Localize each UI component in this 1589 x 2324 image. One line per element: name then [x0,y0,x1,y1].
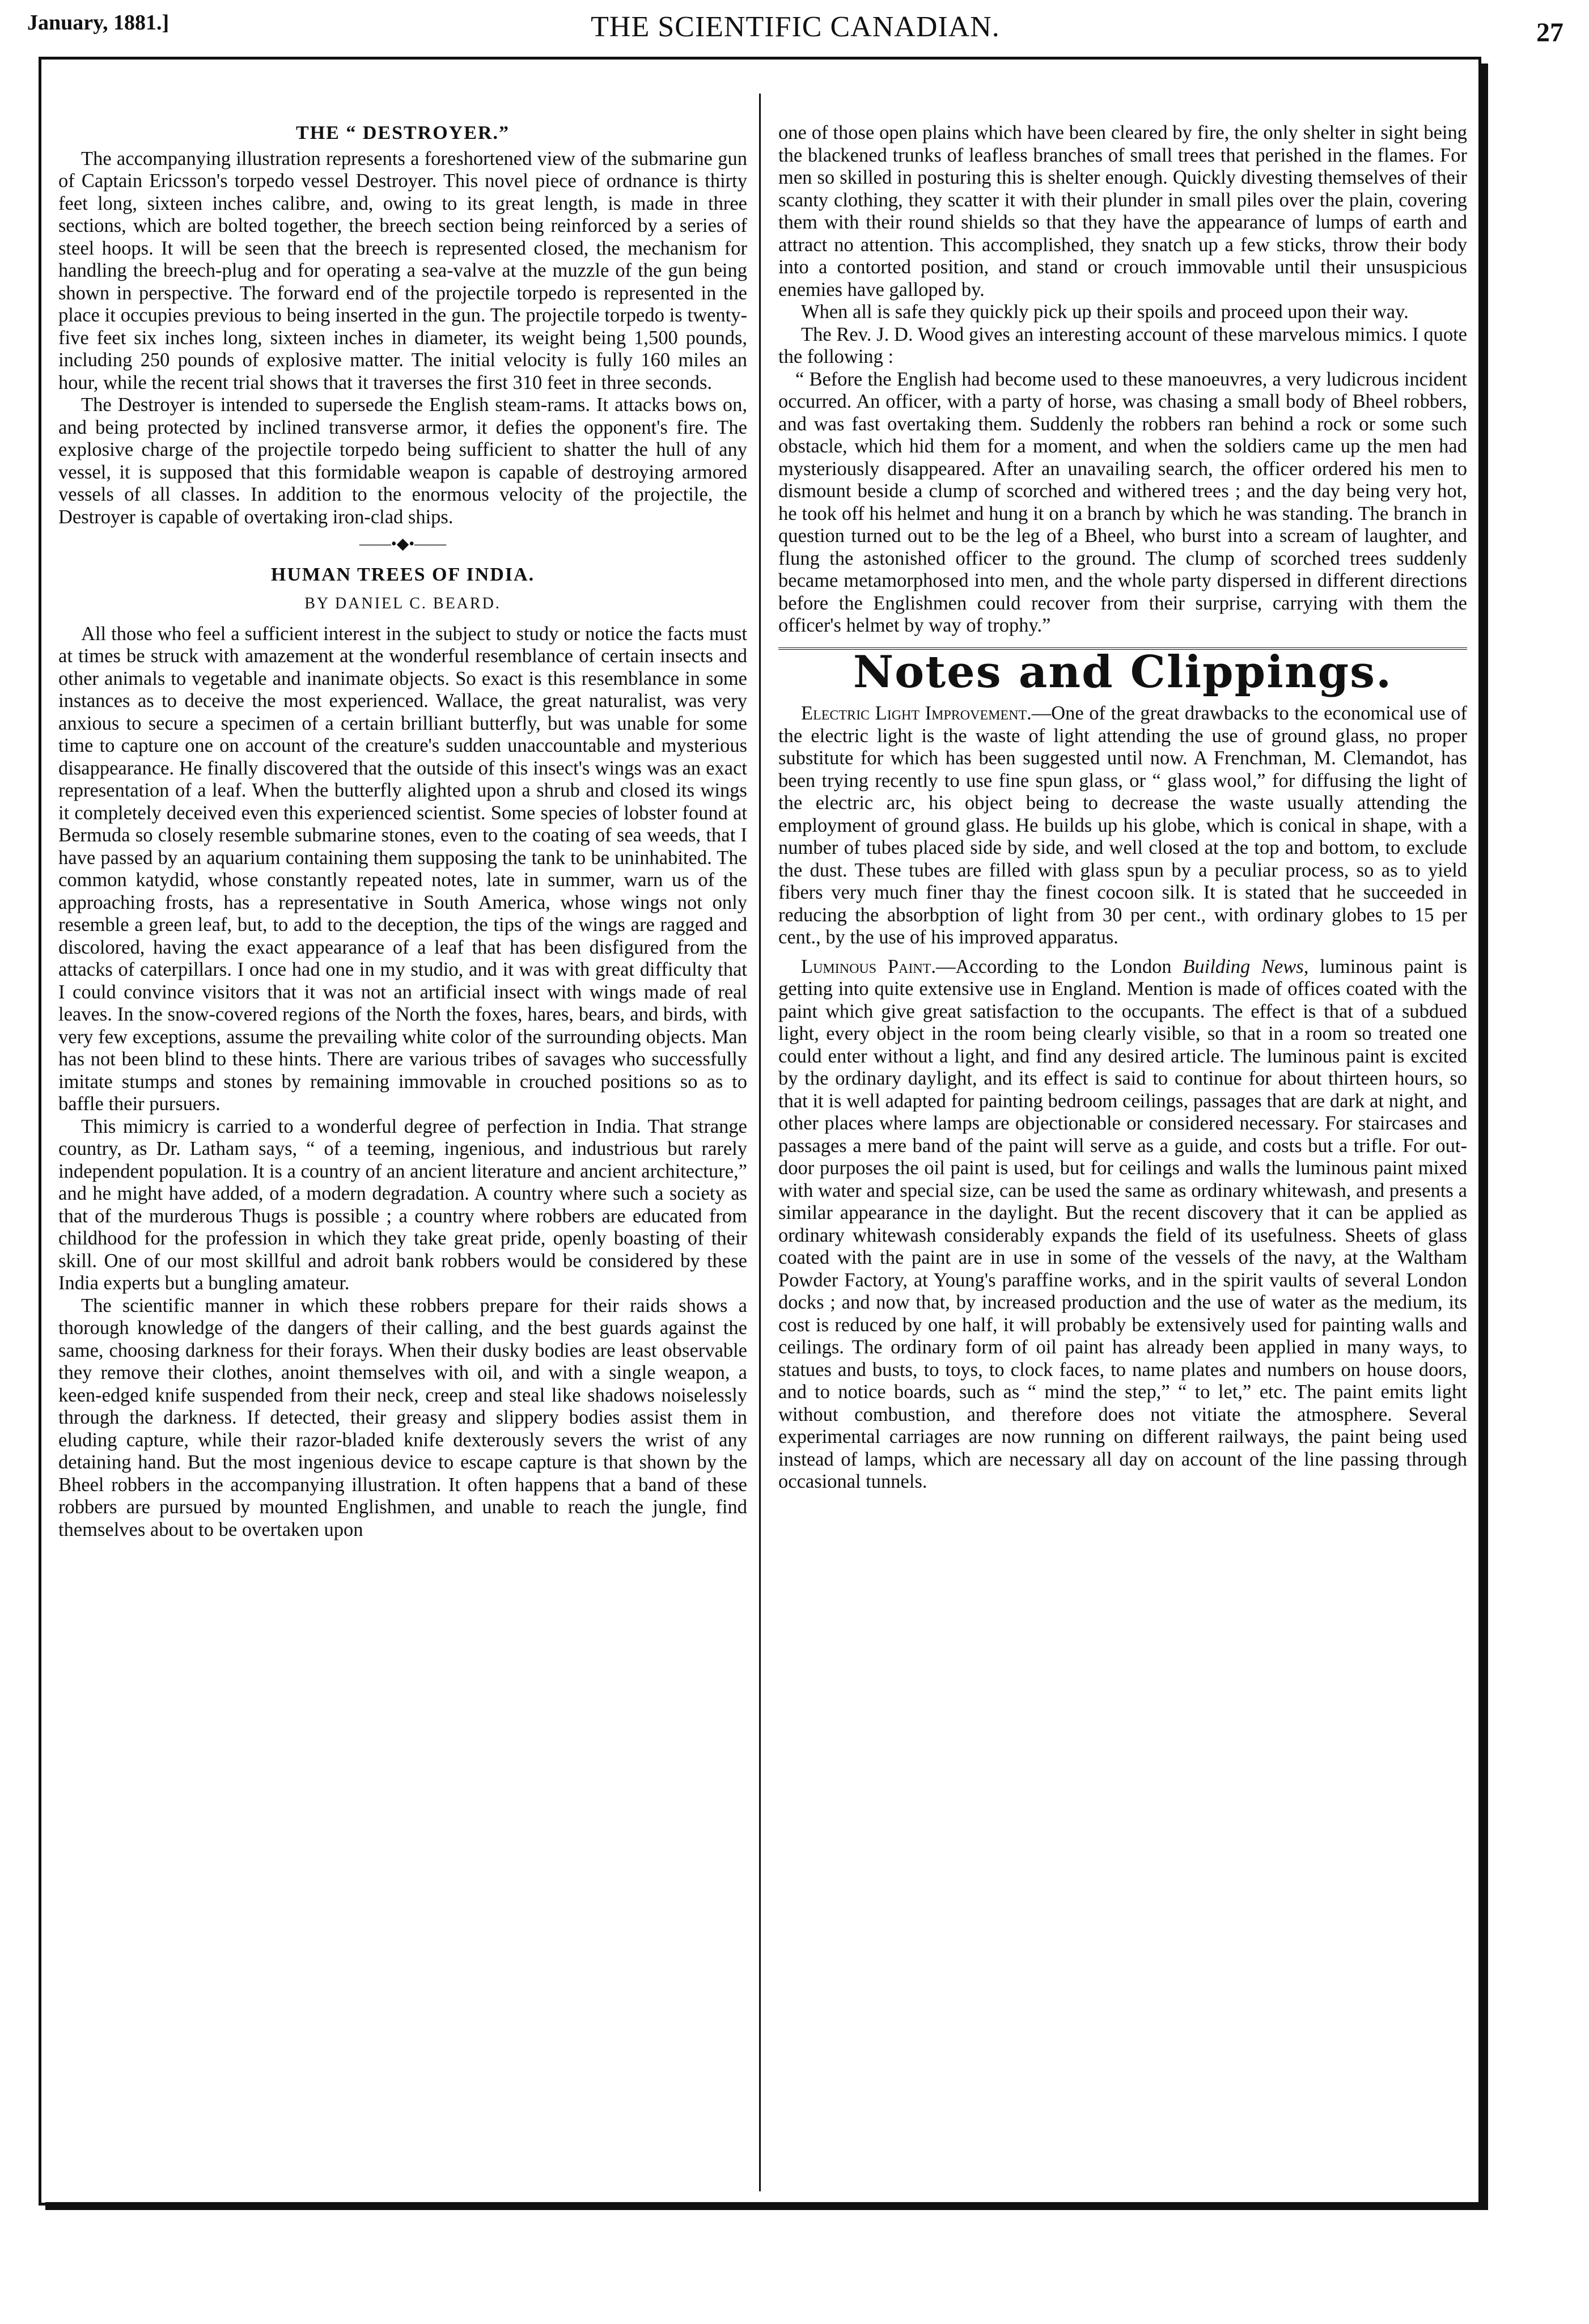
destroyer-paragraph-2: The Destroyer is intended to supersede the English steam-rams. It attacks bows on, and being protected by inclined transverse armor, it defies the opponent's fire. The explosive charge of the projectile torpedo being sufficient to shatter the hull of any vessel, it is supposed that this formidable weapon is capable of destroying armored vessels of all classes. In addition to the enormous velocity of the projectile, the Destroyer is capable of overtaking iron-clad ships. [58,394,747,528]
electric-light-article [778,702,1467,949]
electric-light-lead: Electric Light Improvement. [801,702,1032,724]
human-trees-paragraph-1: All those who feel a sufficient interest in the subject to study or notice the facts must at times be struck with amazement at the wonderful resemblance of certain insects and other animals to vegetable and inanimate objects. So exact is this resemblance in some instances as to deceive the most experienced. Wallace, the great naturalist, was very anxious to secure a specimen of a certain brilliant butterfly, but was unable for some time to capture one on account of the creature's sudden unaccountable and mysterious disappearance. He finally discovered that the outside of this insect's wings was an exact representation of a leaf. When the butterfly alighted upon a shrub and closed its wings it completely deceived even this experienced scientist. Some species of lobster found at Bermuda so closely resemble submarine stones, even to the coating of sea weeds, that I have passed by an aquarium containing them supposing the tank to be uninhabited. The common katydid, whose constantly repeated notes, late in summer, warn us of the approaching frosts, has a representative in South America, whose wings not only resemble a green leaf, but, to add to the deception, the tips of the wings are ragged and discolored, having the exact appearance of a leaf that has been disfigured from the attacks of caterpillars. I once had one in my studio, and it was with great difficulty that I could convince visitors that it was not an artificial insect with wings made of real leaves. In the snow-covered regions of the North the foxes, hares, bears, and birds, with very few exceptions, assume the prevailing white color of the surrounding objects. Man has not been blind to these hints. There are various tribes of savages who successfully imitate stumps and stones by remaining immovable in crouched positions so as to baffle their pursuers. [58,623,747,1115]
luminous-paint-lead: Luminous Paint. [801,955,936,977]
left-column [58,122,747,2186]
destroyer-paragraph-1: The accompanying illustration represents a foreshortened view of the submarine gun of Captain Ericsson's torpedo vessel Destroyer. This novel piece of ordnance is thirty feet long, sixteen inches calibre, and, owing to its great length, is made in three sections, which are bolted together, the breech section being reinforced by a series of steel hoops. It will be seen that the breech is represented closed, the mechanism for handling the breech-plug and for operating a sea-valve at the muzzle of the gun being shown in perspective. The forward end of the projectile torpedo is represented in the place it occupies previous to being inserted in the gun. The projectile torpedo is twenty-five feet six inches long, sixteen inches in diameter, its weight being 1,500 pounds, including 250 pounds of explosive matter. The initial velocity is fully 160 miles an hour, while the recent trial shows that it traverses the first 310 feet in three seconds. [58,147,747,393]
issue-date: January, 1881.] [27,11,170,35]
luminous-paint-body: luminous paint is getting into quite extensive use in England. Mention is made of offices coated with the paint which give great satisfaction to the occupants. The effect is that of a subdued light, every object in the room being clearly visible, so that in a room so treated one could enter without a light, and find any desired article. The luminous paint is excited by the ordinary daylight, and its effect is said to continue for about thirteen hours, so that it is well adapted for painting bedroom ceilings, passages that are dark at night, and other places where lamps are objectionable or considered necessary. For staircases and passages a mere band of the paint will serve as a guide, and costs but a trifle. For out-door purposes the oil paint is used, but for ceilings and walls the luminous paint mixed with water and special size, can be used the same as ordinary whitewash, and presents a similar appearance in the daylight. But the recent discovery that it can be applied as ordinary whitewash considerably expands the field of its usefulness. Sheets of glass coated with the paint are in use in some of the vessels of the navy, at the Waltham Powder Factory, at Young's paraffine works, and in the spirit vaults of several London docks ; and now that, by increased production and the use of water as the medium, its cost is reduced by one half, it will probably be extensively used for painting walls and ceilings. The ordinary form of oil paint has already been applied in many ways, to statues and busts, to toys, to clock faces, to name plates and numbers on house doors, and to notice boards, such as “ mind the step,” “ to let,” etc. The paint emits light without combustion, and therefore does not vitiate the atmosphere. Several experimental carriages are now running on different railways, the paint being used instead of lamps, which are necessary all day on account of the line passing through occasional tunnels. [778,955,1468,1492]
page-number: 27 [1536,18,1563,48]
human-trees-paragraph-6: The Rev. J. D. Wood gives an interesting account of these marvelous mimics. I quote the following : [778,323,1467,367]
luminous-paint-article [778,956,1467,1493]
human-trees-paragraph-3: The scientific manner in which these robbers prepare for their raids shows a thorough knowledge of the dangers of their calling, and the best guards against the same, choosing darkness for their forays. When their dusky bodies are least observable they remove their clothes, anoint themselves with oil, and with a single weapon, a keen-edged knife suspended from their neck, creep and steal like shadows noiselessly through the darkness. If detected, their greasy and slippery bodies assist them in eluding capture, while their razor-bladed knife dexterously severs the wrist of any detaining hand. But the most ingenious device to escape capture is that shown by the Bheel robbers in the accompanying illustration. It often happens that a band of these robbers are pursued by mounted Englishmen, and unable to reach the jungle, find themselves about to be overtaken upon [58,1294,747,1540]
section-ornament: ——•◆•—— [359,535,447,553]
publication-title: THE SCIENTIFIC CANADIAN. [591,11,1000,43]
human-trees-paragraph-4: one of those open plains which have been cleared by fire, the only shelter in sight being the blackened trunks of leafless branches of small trees that perished in the flames. For men so skilled in posturing this is shelter enough. Quickly divesting themselves of their scanty clothing, they scatter it with their plunder in small piles over the plain, covering them with their round shields so that they have the appearance of lumps of earth and attract no attention. This accomplished, they snatch up a few sticks, throw their body into a contorted position, and stand or crouch immovable until their unsuspicious enemies have galloped by. [778,122,1467,300]
luminous-paint-intro: —According to the London [935,955,1183,977]
human-trees-byline: BY DANIEL C. BEARD. [304,595,501,612]
destroyer-heading: THE “ DESTROYER.” [296,122,510,143]
wood-quotation [778,369,1467,637]
building-news-source: Building News, [1183,955,1309,977]
page-header [27,5,1563,50]
human-trees-paragraph-2: This mimicry is carried to a wonderful degree of perfection in India. That strange country, as Dr. Latham says, “ of a teeming, ingenious, and industrious but rarely independent population. It is a country of an ancient literature and ancient architecture,” and he might have added, of a modern degradation. A country where such a society as that of the murderous Thugs is possible ; a country where robbers are educated from childhood for the profession in which they take great pride, openly boasting of their skill. One of our most skillful and adroit bank robbers would be considered by these India experts but a bungling amateur. [58,1115,747,1294]
quotation-text: “ Before the English had become used to these manoeuvres, a very ludicrous incident occurred. An officer, with a party of horse, was chasing a small body of Bheel robbers, and was fast overtaking them. Suddenly the robbers ran behind a rock or some such obstacle, which hid them for a moment, and when the soldiers came up the men had mysteriously disappeared. After an unavailing search, the officer ordered his men to dismount beside a clump of scorched and withered trees ; and the day being very hot, he took off his helmet and hung it on a branch by which he was standing. The branch in question turned out to be the leg of a Bheel, who burst into a scream of laughter, and flung the astonished officer to the ground. The clump of scorched trees suddenly became metamorphosed into men, and the whole party dispersed in different directions before the Englishmen could recover from their surprise, carrying with them the officer's helmet by way of trophy.” [778,368,1467,636]
notes-and-clippings-title: Notes and Clippings. [853,646,1393,698]
page-frame [39,57,1481,2206]
human-trees-paragraph-5: When all is safe they quickly pick up their spoils and proceed upon their way. [801,301,1409,323]
human-trees-heading: HUMAN TREES OF INDIA. [270,564,535,585]
frame-shadow-right [1480,64,1488,2210]
electric-light-body: —One of the great drawbacks to the economical use of the electric light is the waste of light attending the use of ground glass, no proper substitute for which has been suggested until now. A Frenchman, M. Clemandot, has been trying recently to use fine spun glass, or “ glass wool,” for diffusing the light of the electric arc, his object being to decrease the waste usually attending the employment of ground glass. He builds up his globe, which is conical in shape, with a number of tubes placed side by side, and well closed at the top and bottom, to exclude the dust. These tubes are filled with glass spun by a peculiar process, so as to yield fibers very much finer thay the finest cocoon silk. It is stated that he succeeded in reducing the absorbption of light from 30 per cent., with ordinary globes to 15 per cent., by the use of his improved apparatus. [778,702,1467,948]
right-column [778,122,1467,2186]
column-divider [759,94,761,2191]
